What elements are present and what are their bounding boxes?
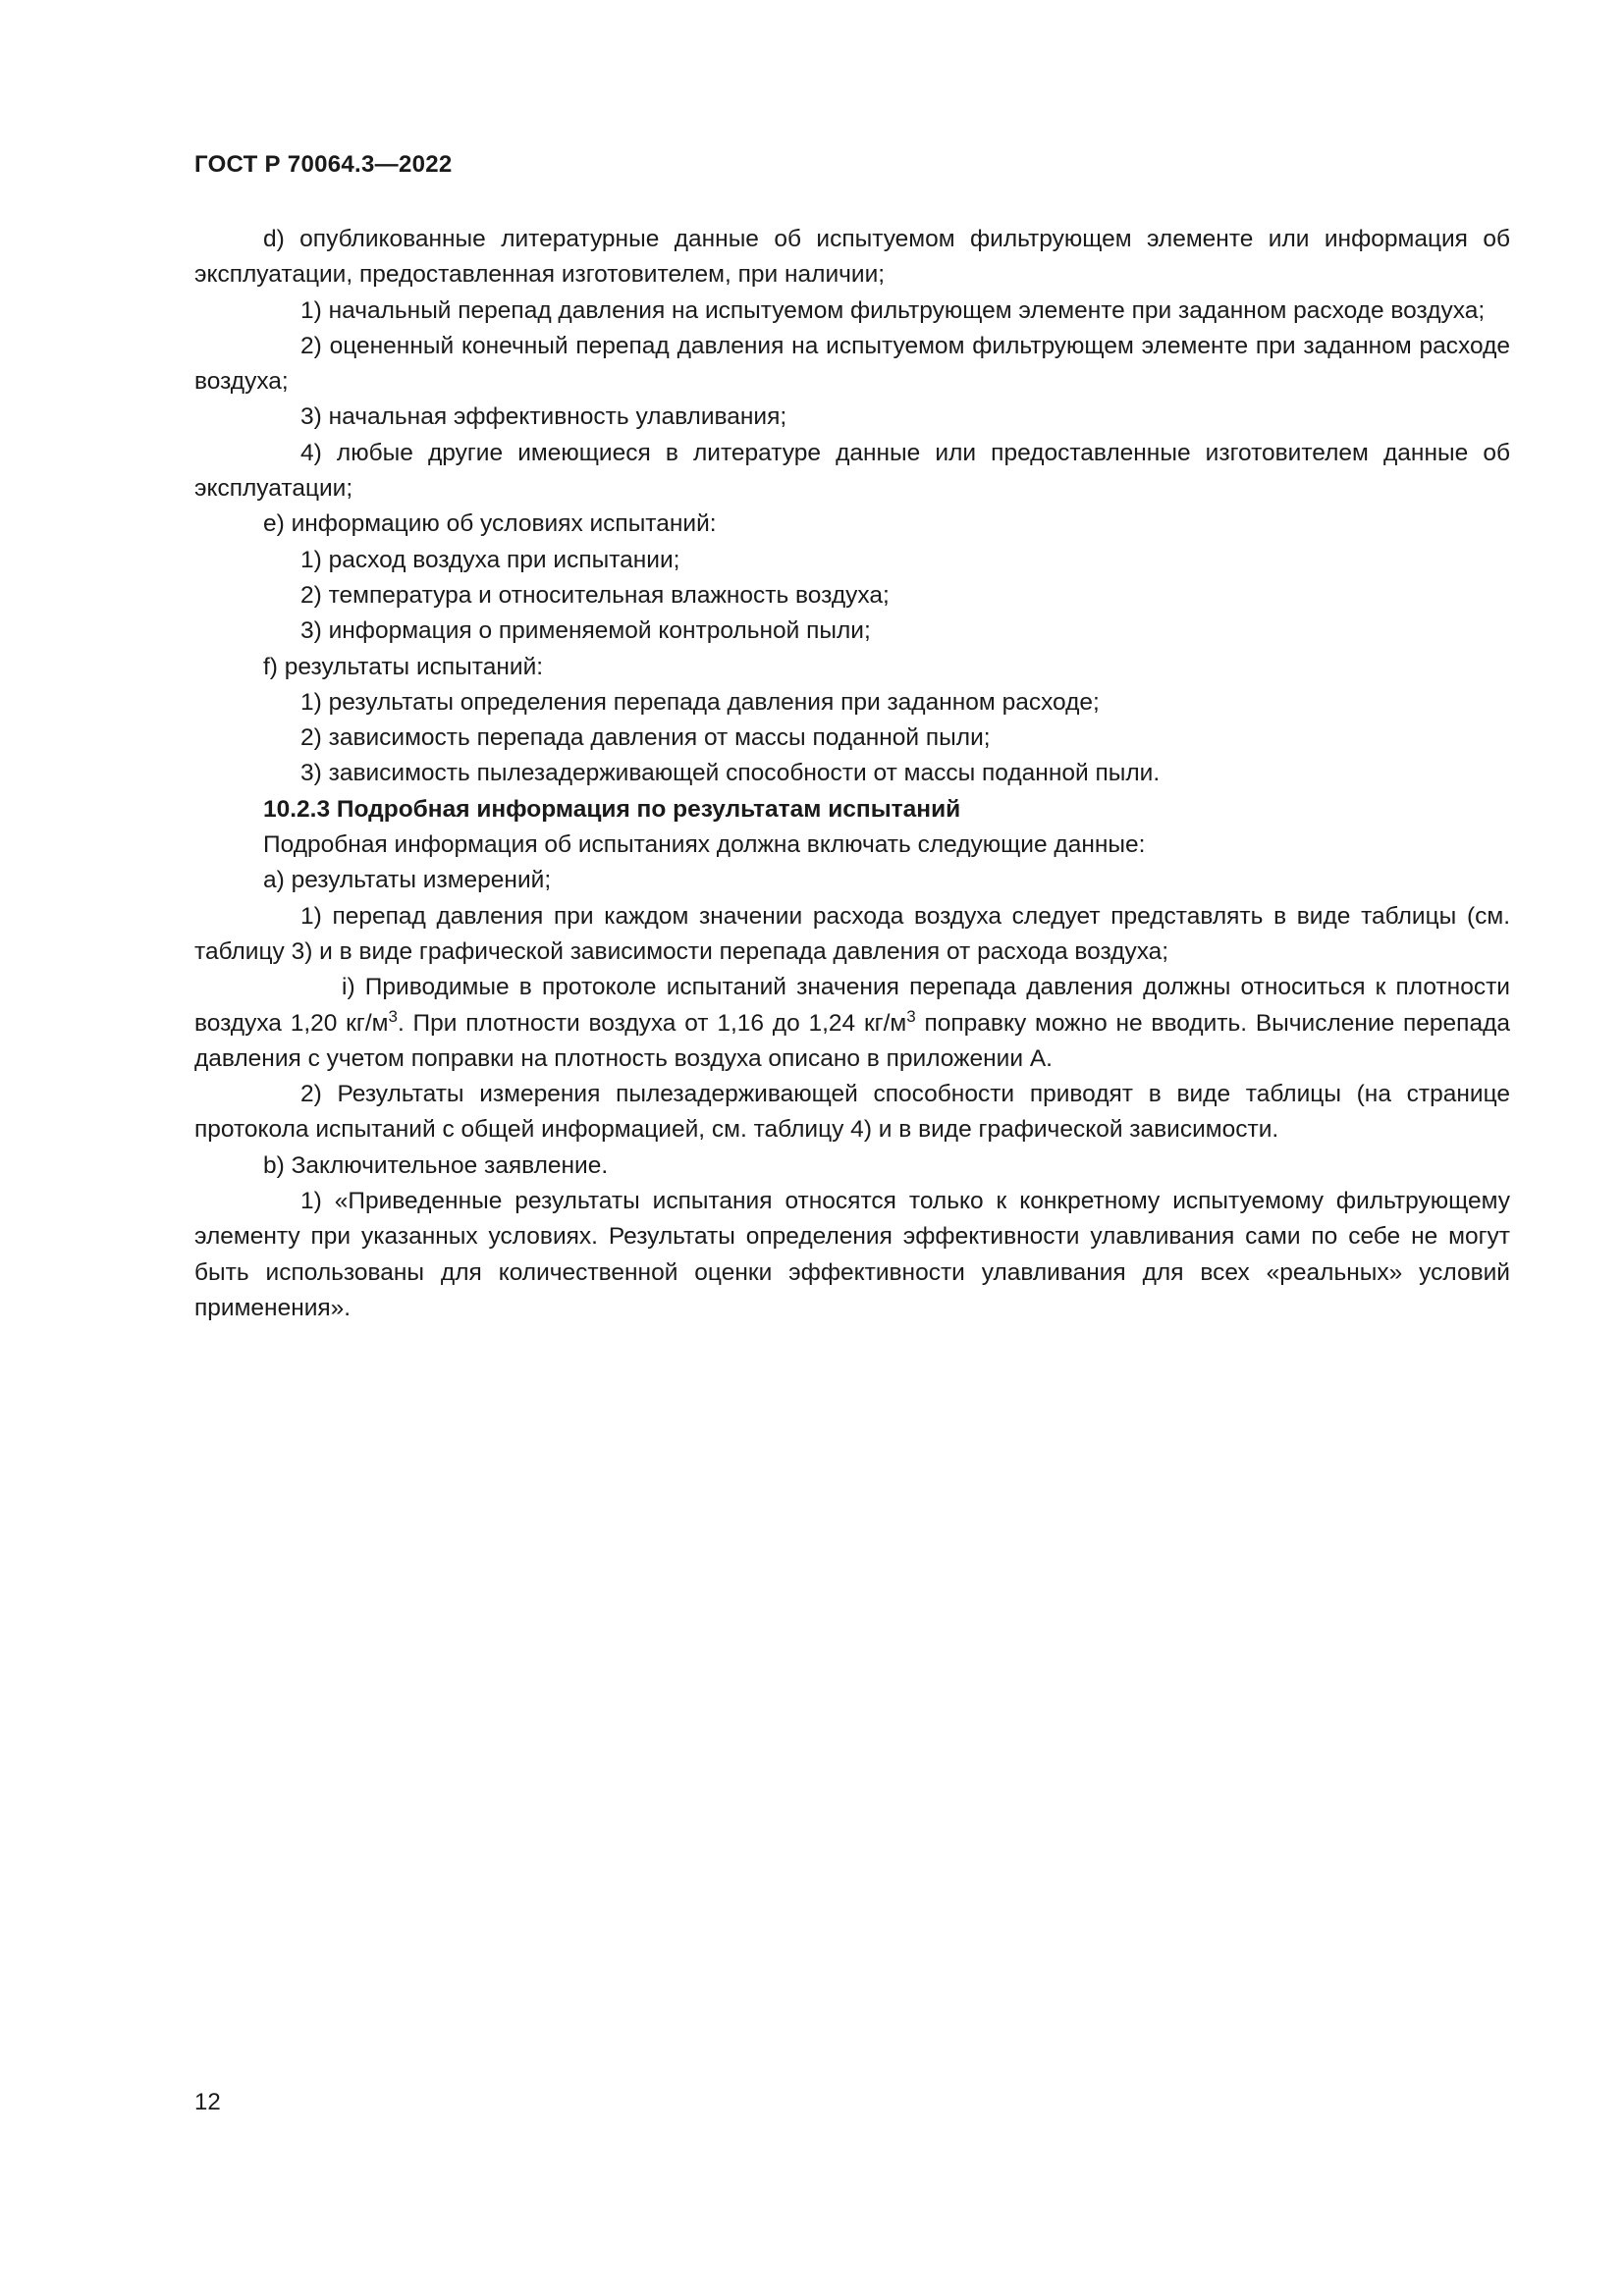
document-header: ГОСТ Р 70064.3—2022 [194, 151, 453, 178]
list-item-a: a) результаты измерений; [263, 867, 552, 894]
intro-paragraph: Подробная информация об испытаниях должна включать следующие данные: [263, 831, 1146, 859]
list-item-a-1: 1) перепад давления при каждом значении расхода воздуха следует представлять в виде таблицы (см. таблицу 3) и в виде графической зависимости перепада давления от расхода воздуха; [194, 902, 1510, 965]
list-item-a-i [194, 970, 1510, 1077]
list-item-d-2: 2) оцененный конечный перепад давления на испытуемом фильтрующем элементе при заданном расходе воздуха; [194, 332, 1510, 396]
list-item-b-1: 1) «Приведенные результаты испытания относятся только к конкретному испытуемому фильтрующему элементу при указанных условиях. Результаты определения эффективности улавливания сами по себе не могут быть использованы для количественной оценки эффективности улавливания для всех «реальных» условий применения». [194, 1188, 1510, 1321]
list-item-e-2: 2) температура и относительная влажность воздуха; [300, 581, 890, 609]
list-item-e: e) информацию об условиях испытаний: [263, 510, 717, 538]
superscript-cubic-2: 3 [906, 1006, 916, 1026]
list-item-a-i-text-3: поправку можно не вводить. Вычисление перепада давления с учетом поправки на плотность воздуха описано в приложении А. [194, 1009, 1510, 1072]
list-item-f: f) результаты испытаний: [263, 653, 544, 680]
list-item-a-2: 2) Результаты измерения пылезадерживающей способности приводят в виде таблицы (на странице протокола испытаний с общей информацией, см. таблицу 4) и в виде графической зависимости. [194, 1081, 1510, 1144]
list-item-a-i-text-2: . При плотности воздуха от 1,16 до 1,24 кг/м [397, 1009, 907, 1037]
list-item-d-1: 1) начальный перепад давления на испытуемом фильтрующем элементе при заданном расходе воздуха; [300, 296, 1486, 324]
list-item-e-1: 1) расход воздуха при испытании; [300, 546, 680, 573]
list-item-d-3: 3) начальная эффективность улавливания; [300, 403, 787, 431]
section-heading: 10.2.3 Подробная информация по результатам испытаний [263, 795, 961, 823]
list-item-d: d) опубликованные литературные данные об испытуемом фильтрующем элементе или информация об эксплуатации, предоставленная изготовителем, при наличии; [194, 226, 1510, 289]
list-item-f-1: 1) результаты определения перепада давления при заданном расходе; [300, 688, 1100, 716]
list-item-a-i-text-1: i) Приводимые в протоколе испытаний значения перепада давления должны относиться к плотности воздуха 1,20 кг/м [194, 974, 1510, 1037]
list-item-b: b) Заключительное заявление. [263, 1151, 609, 1179]
list-item-f-2: 2) зависимость перепада давления от массы поданной пыли; [300, 724, 991, 752]
page-number: 12 [194, 2089, 221, 2115]
list-item-f-3: 3) зависимость пылезадерживающей способности от массы поданной пыли. [300, 760, 1161, 787]
document-body [194, 222, 1510, 1326]
superscript-cubic-1: 3 [388, 1006, 398, 1026]
list-item-d-4: 4) любые другие имеющиеся в литературе данные или предоставленные изготовителем данные об эксплуатации; [194, 439, 1510, 503]
list-item-e-3: 3) информация о применяемой контрольной пыли; [300, 617, 871, 645]
